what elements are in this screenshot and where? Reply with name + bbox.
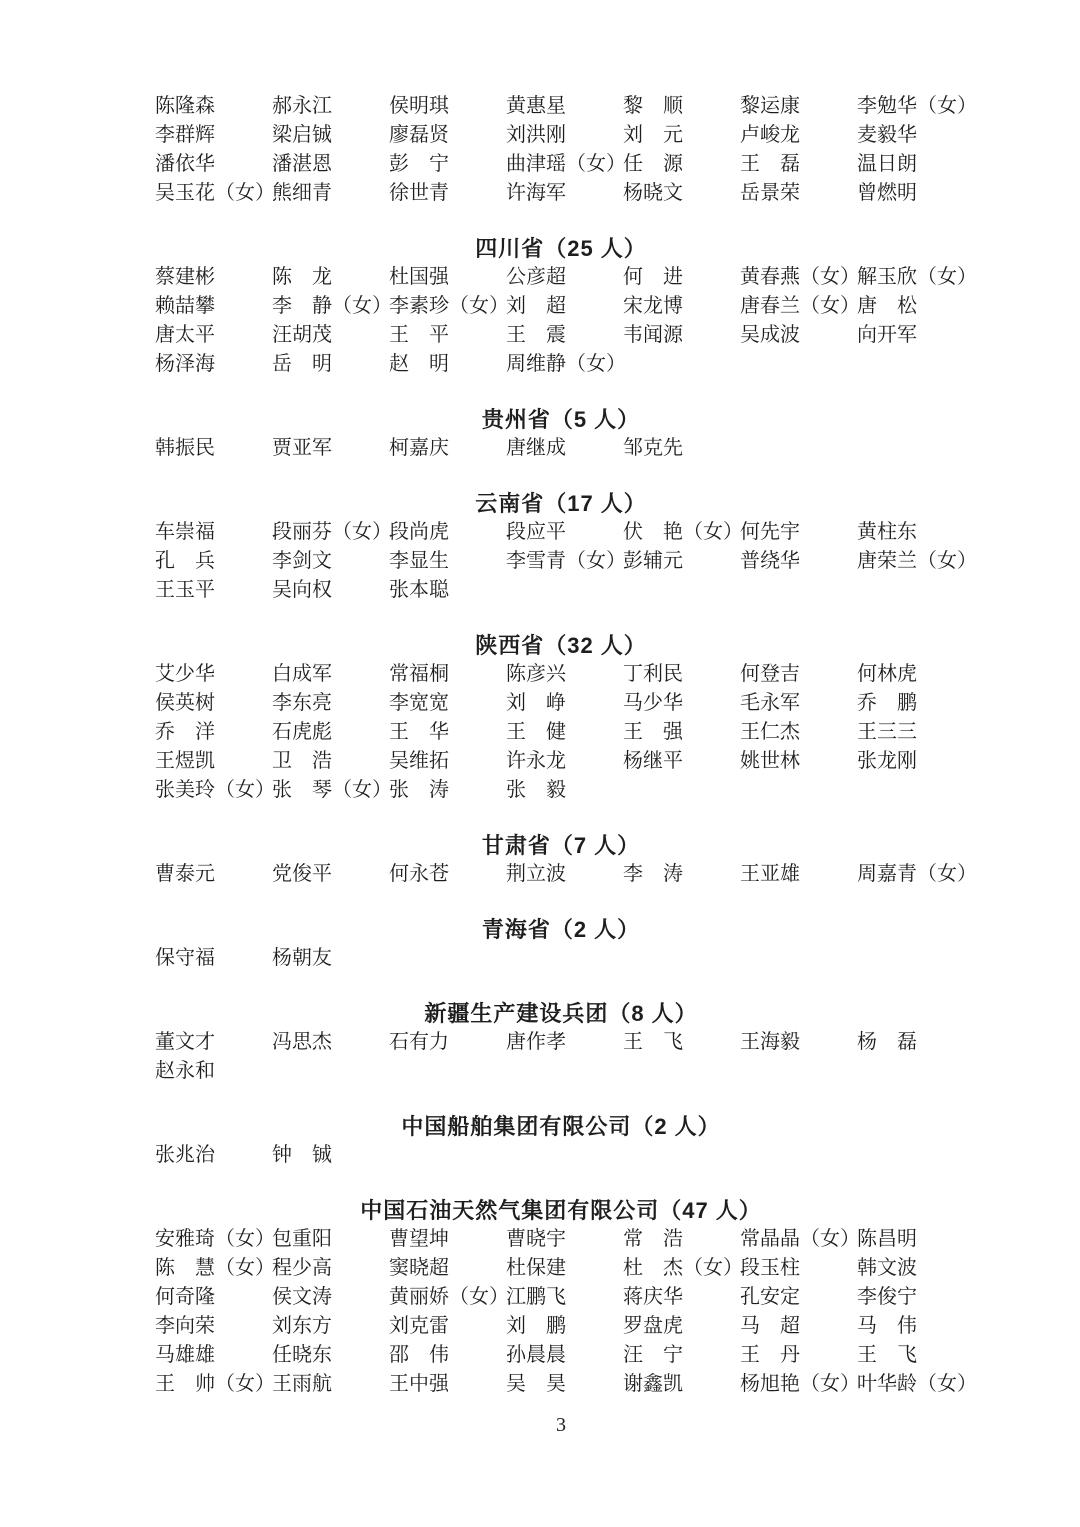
names-grid [155, 1225, 977, 1399]
person-name: 李勉华（女） [857, 95, 977, 117]
person-name: 唐继成 [506, 437, 566, 459]
person-name: 唐太平 [155, 324, 215, 346]
person-name: 邵 伟 [389, 1344, 449, 1366]
person-name: 廖磊贤 [389, 124, 449, 146]
person-name: 段应平 [506, 521, 566, 543]
person-name: 王 健 [506, 721, 566, 743]
person-name: 普绕华 [740, 550, 800, 572]
person-name: 谢鑫凯 [623, 1373, 683, 1395]
person-name: 吴成波 [740, 324, 800, 346]
person-name: 杨朝友 [272, 947, 332, 969]
person-name: 曹泰元 [155, 863, 215, 885]
person-name: 杨泽海 [155, 353, 215, 375]
person-name: 李宽宽 [389, 692, 449, 714]
person-name: 唐作孝 [506, 1031, 566, 1053]
person-name: 麦毅华 [857, 124, 917, 146]
person-name: 何奇隆 [155, 1286, 215, 1308]
section-title: 陕西省（32 人） [475, 633, 647, 658]
person-name: 韦闻源 [623, 324, 683, 346]
person-name: 岳景荣 [740, 182, 800, 204]
person-name: 黄丽娇（女） [389, 1286, 509, 1308]
names-grid [155, 518, 977, 605]
person-name: 李向荣 [155, 1315, 215, 1337]
person-name: 周嘉青（女） [857, 863, 977, 885]
page-number: 3 [556, 1414, 566, 1436]
person-name: 白成军 [272, 663, 332, 685]
person-name: 王 震 [506, 324, 566, 346]
person-name: 蒋庆华 [623, 1286, 683, 1308]
person-name: 杨旭艳（女） [740, 1373, 860, 1395]
person-name: 石虎彪 [272, 721, 332, 743]
person-name: 赖喆攀 [155, 295, 215, 317]
person-name: 赵 明 [389, 353, 449, 375]
person-name: 曾燃明 [857, 182, 917, 204]
person-name: 吴玉花（女） [155, 182, 275, 204]
person-name: 王 平 [389, 324, 449, 346]
person-name: 杜 杰（女） [623, 1257, 743, 1279]
person-name: 李群辉 [155, 124, 215, 146]
person-name: 孙晨晨 [506, 1344, 566, 1366]
person-name: 宋龙博 [623, 295, 683, 317]
person-name: 唐春兰（女） [740, 295, 860, 317]
person-name: 张本聪 [389, 579, 449, 601]
person-name: 王海毅 [740, 1031, 800, 1053]
person-name: 曲津瑶（女） [506, 153, 626, 175]
person-name: 李 静（女） [272, 295, 392, 317]
person-name: 包重阳 [272, 1228, 332, 1250]
person-name: 李俊宁 [857, 1286, 917, 1308]
person-name: 保守福 [155, 947, 215, 969]
person-name: 钟 铖 [272, 1144, 332, 1166]
person-name: 蔡建彬 [155, 266, 215, 288]
person-name: 王 丹 [740, 1344, 800, 1366]
person-name: 孔安定 [740, 1286, 800, 1308]
person-name: 车崇福 [155, 521, 215, 543]
section-title: 中国船舶集团有限公司（2 人） [401, 1114, 721, 1139]
person-name: 黄春燕（女） [740, 266, 860, 288]
person-name: 董文才 [155, 1031, 215, 1053]
person-name: 吴维拓 [389, 750, 449, 772]
person-name: 卫 浩 [272, 750, 332, 772]
person-name: 马少华 [623, 692, 683, 714]
person-name: 李素珍（女） [389, 295, 509, 317]
section-title: 青海省（2 人） [481, 917, 641, 942]
person-name: 窦晓超 [389, 1257, 449, 1279]
person-name: 潘依华 [155, 153, 215, 175]
person-name: 刘 峥 [506, 692, 566, 714]
person-name: 刘 鹏 [506, 1315, 566, 1337]
names-grid [155, 434, 967, 463]
person-name: 张美玲（女） [155, 779, 275, 801]
person-name: 王 华 [389, 721, 449, 743]
person-name: 杜保建 [506, 1257, 566, 1279]
person-name: 任 源 [623, 153, 683, 175]
person-name: 常 浩 [623, 1228, 683, 1250]
person-name: 何永苍 [389, 863, 449, 885]
person-name: 温日朗 [857, 153, 917, 175]
person-name: 常晶晶（女） [740, 1228, 860, 1250]
document-content [155, 92, 977, 1440]
person-name: 姚世林 [740, 750, 800, 772]
person-name: 毛永军 [740, 692, 800, 714]
person-name: 张 毅 [506, 779, 566, 801]
section-title: 新疆生产建设兵团（8 人） [424, 1001, 698, 1026]
person-name: 曹晓宇 [506, 1228, 566, 1250]
person-name: 刘洪刚 [506, 124, 566, 146]
person-name: 唐 松 [857, 295, 917, 317]
person-name: 何 进 [623, 266, 683, 288]
person-name: 段尚虎 [389, 521, 449, 543]
person-name: 韩振民 [155, 437, 215, 459]
person-name: 王玉平 [155, 579, 215, 601]
person-name: 荆立波 [506, 863, 566, 885]
person-name: 陈隆森 [155, 95, 215, 117]
person-name: 何先宇 [740, 521, 800, 543]
person-name: 韩文波 [857, 1257, 917, 1279]
person-name: 邹克先 [623, 437, 683, 459]
person-name: 伏 艳（女） [623, 521, 743, 543]
person-name: 艾少华 [155, 663, 215, 685]
person-name: 王仁杰 [740, 721, 800, 743]
section-title: 云南省（17 人） [475, 491, 647, 516]
person-name: 郝永江 [272, 95, 332, 117]
person-name: 乔 洋 [155, 721, 215, 743]
person-name: 孔 兵 [155, 550, 215, 572]
person-name: 侯文涛 [272, 1286, 332, 1308]
person-name: 黄惠星 [506, 95, 566, 117]
person-name: 刘克雷 [389, 1315, 449, 1337]
section-title: 贵州省（5 人） [481, 407, 641, 432]
person-name: 黎 顺 [623, 95, 683, 117]
person-name: 彭辅元 [623, 550, 683, 572]
person-name: 彭 宁 [389, 153, 449, 175]
person-name: 唐荣兰（女） [857, 550, 977, 572]
person-name: 侯英树 [155, 692, 215, 714]
person-name: 杨晓文 [623, 182, 683, 204]
person-name: 刘东方 [272, 1315, 332, 1337]
person-name: 王三三 [857, 721, 917, 743]
person-name: 李显生 [389, 550, 449, 572]
person-name: 徐世青 [389, 182, 449, 204]
names-grid [155, 944, 967, 973]
person-name: 李剑文 [272, 550, 332, 572]
person-name: 岳 明 [272, 353, 332, 375]
section-title: 四川省（25 人） [475, 236, 647, 261]
person-name: 陈昌明 [857, 1228, 917, 1250]
person-name: 马 超 [740, 1315, 800, 1337]
person-name: 公彦超 [506, 266, 566, 288]
person-name: 张 涛 [389, 779, 449, 801]
names-grid [155, 263, 977, 379]
person-name: 陈彦兴 [506, 663, 566, 685]
person-name: 周维静（女） [506, 353, 626, 375]
person-name: 卢峻龙 [740, 124, 800, 146]
person-name: 许永龙 [506, 750, 566, 772]
person-name: 马 伟 [857, 1315, 917, 1337]
person-name: 王煜凯 [155, 750, 215, 772]
person-name: 陈 慧（女） [155, 1257, 275, 1279]
person-name: 罗盘虎 [623, 1315, 683, 1337]
person-name: 王中强 [389, 1373, 449, 1395]
person-name: 刘 元 [623, 124, 683, 146]
person-name: 吴 昊 [506, 1373, 566, 1395]
person-name: 黎运康 [740, 95, 800, 117]
person-name: 汪胡茂 [272, 324, 332, 346]
person-name: 汪 宁 [623, 1344, 683, 1366]
person-name: 段玉柱 [740, 1257, 800, 1279]
person-name: 杜国强 [389, 266, 449, 288]
person-name: 冯思杰 [272, 1031, 332, 1053]
names-grid [155, 660, 967, 805]
person-name: 张 琴（女） [272, 779, 392, 801]
person-name: 杨 磊 [857, 1031, 917, 1053]
person-name: 王 帅（女） [155, 1373, 275, 1395]
person-name: 安雅琦（女） [155, 1228, 275, 1250]
person-name: 江鹏飞 [506, 1286, 566, 1308]
person-name: 熊细青 [272, 182, 332, 204]
person-name: 丁利民 [623, 663, 683, 685]
names-grid [155, 1141, 967, 1170]
person-name: 黄柱东 [857, 521, 917, 543]
person-name: 赵永和 [155, 1060, 215, 1082]
person-name: 任晓东 [272, 1344, 332, 1366]
names-grid [155, 1028, 967, 1086]
person-name: 侯明琪 [389, 95, 449, 117]
person-name: 王 磊 [740, 153, 800, 175]
person-name: 杨继平 [623, 750, 683, 772]
person-name: 张龙刚 [857, 750, 917, 772]
section-title: 中国石油天然气集团有限公司（47 人） [360, 1198, 762, 1223]
name-list-area [155, 92, 977, 1399]
person-name: 王 飞 [623, 1031, 683, 1053]
person-name: 王 强 [623, 721, 683, 743]
person-name: 乔 鹏 [857, 692, 917, 714]
person-name: 解玉欣（女） [857, 266, 977, 288]
person-name: 张兆治 [155, 1144, 215, 1166]
person-name: 段丽芬（女） [272, 521, 392, 543]
names-grid [155, 860, 977, 889]
person-name: 程少高 [272, 1257, 332, 1279]
person-name: 潘湛恩 [272, 153, 332, 175]
names-grid [155, 92, 977, 208]
person-name: 李东亮 [272, 692, 332, 714]
person-name: 贾亚军 [272, 437, 332, 459]
person-name: 刘 超 [506, 295, 566, 317]
person-name: 李 涛 [623, 863, 683, 885]
person-name: 何登吉 [740, 663, 800, 685]
person-name: 向开军 [857, 324, 917, 346]
person-name: 王雨航 [272, 1373, 332, 1395]
person-name: 党俊平 [272, 863, 332, 885]
person-name: 常福桐 [389, 663, 449, 685]
person-name: 叶华龄（女） [857, 1373, 977, 1395]
person-name: 马雄雄 [155, 1344, 215, 1366]
person-name: 石有力 [389, 1031, 449, 1053]
person-name: 许海军 [506, 182, 566, 204]
person-name: 何林虎 [857, 663, 917, 685]
person-name: 陈 龙 [272, 266, 332, 288]
person-name: 李雪青（女） [506, 550, 626, 572]
person-name: 王亚雄 [740, 863, 800, 885]
person-name: 梁启铖 [272, 124, 332, 146]
person-name: 吴向权 [272, 579, 332, 601]
person-name: 曹望坤 [389, 1228, 449, 1250]
person-name: 柯嘉庆 [389, 437, 449, 459]
person-name: 王 飞 [857, 1344, 917, 1366]
section-title: 甘肃省（7 人） [481, 833, 641, 858]
